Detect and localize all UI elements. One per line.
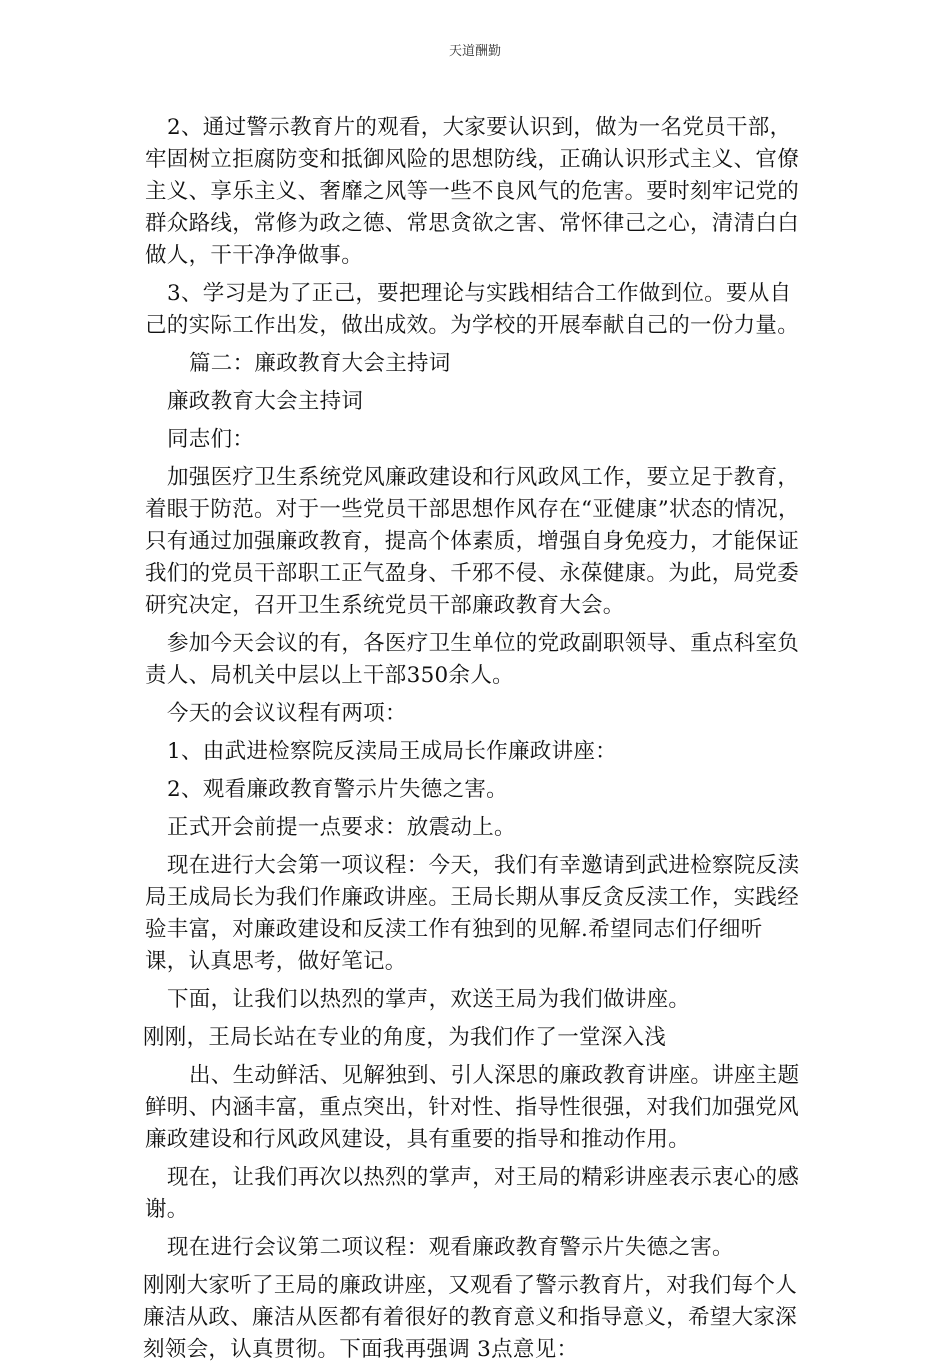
- paragraph: 现在进行大会第一项议程：今天，我们有幸邀请到武进检察院反渎局王成局长为我们作廉政讲座。王局长期从事反贪反渎工作，实践经验丰富，对廉政建设和反渎工作有独到的见解.希望同志们仔细听课，认真思考，做好笔记。: [145, 853, 800, 974]
- paragraph: 今天的会议议程有两项：: [167, 701, 407, 726]
- paragraph: 2、通过警示教育片的观看，大家要认识到，做为一名党员干部，牢固树立拒腐防变和抵御风险的思想防线，正确认识形式主义、官僚主义、享乐主义、奢靡之风等一些不良风气的危害。要时刻牢记党的群众路线，常修为政之德、常思贪欲之害、常怀律己之心，清清白白做人，干干净净做事。: [145, 115, 800, 268]
- paragraph: 刚刚大家听了王局的廉政讲座，又观看了警示教育片，对我们每个人廉洁从政、廉洁从医都有着很好的教育意义和指导意义，希望大家深刻领会，认真贯彻。下面我再强调 3点意见：: [143, 1273, 798, 1362]
- paragraph: 出、生动鲜活、见解独到、引人深思的廉政教育讲座。讲座主题鲜明、内涵丰富，重点突出，针对性、指导性很强，对我们加强党风廉政建设和行风政风建设，具有重要的指导和推动作用。: [145, 1063, 800, 1152]
- paragraph: 刚刚，王局长站在专业的角度，为我们作了一堂深入浅: [143, 1025, 667, 1050]
- salutation: 同志们：: [167, 427, 255, 452]
- paragraph: 3、学习是为了正己，要把理论与实践相结合工作做到位。要从自己的实际工作出发，做出成效。为学校的开展奉献自己的一份力量。: [145, 281, 800, 338]
- paragraph: 下面，让我们以热烈的掌声，欢送王局为我们做讲座。: [167, 987, 691, 1012]
- agenda-item: 2、观看廉政教育警示片失德之害。: [167, 777, 508, 802]
- page-header: 天道酬勤: [448, 44, 501, 59]
- paragraph: 正式开会前提一点要求：放震动上。: [167, 815, 516, 840]
- paragraph: 参加今天会议的有，各医疗卫生单位的党政副职领导、重点科室负责人、局机关中层以上干部350余人。: [145, 631, 800, 688]
- document-title: 廉政教育大会主持词: [167, 389, 364, 414]
- section-heading: 篇二：廉政教育大会主持词: [189, 351, 451, 376]
- document-body: [145, 112, 805, 1372]
- agenda-item: 1、由武进检察院反渎局王成局长作廉政讲座：: [167, 739, 617, 764]
- paragraph: 加强医疗卫生系统党风廉政建设和行风政风工作，要立足于教育，着眼于防范。对于一些党员干部思想作风存在“亚健康”状态的情况，只有通过加强廉政教育，提高个体素质，增强自身免疫力，才能保证我们的党员干部职工正气盈身、千邪不侵、永葆健康。为此，局党委研究决定，召开卫生系统党员干部廉政教育大会。: [145, 465, 800, 618]
- paragraph: 现在，让我们再次以热烈的掌声，对王局的精彩讲座表示衷心的感谢。: [145, 1165, 800, 1222]
- paragraph: 现在进行会议第二项议程：观看廉政教育警示片失德之害。: [167, 1235, 734, 1260]
